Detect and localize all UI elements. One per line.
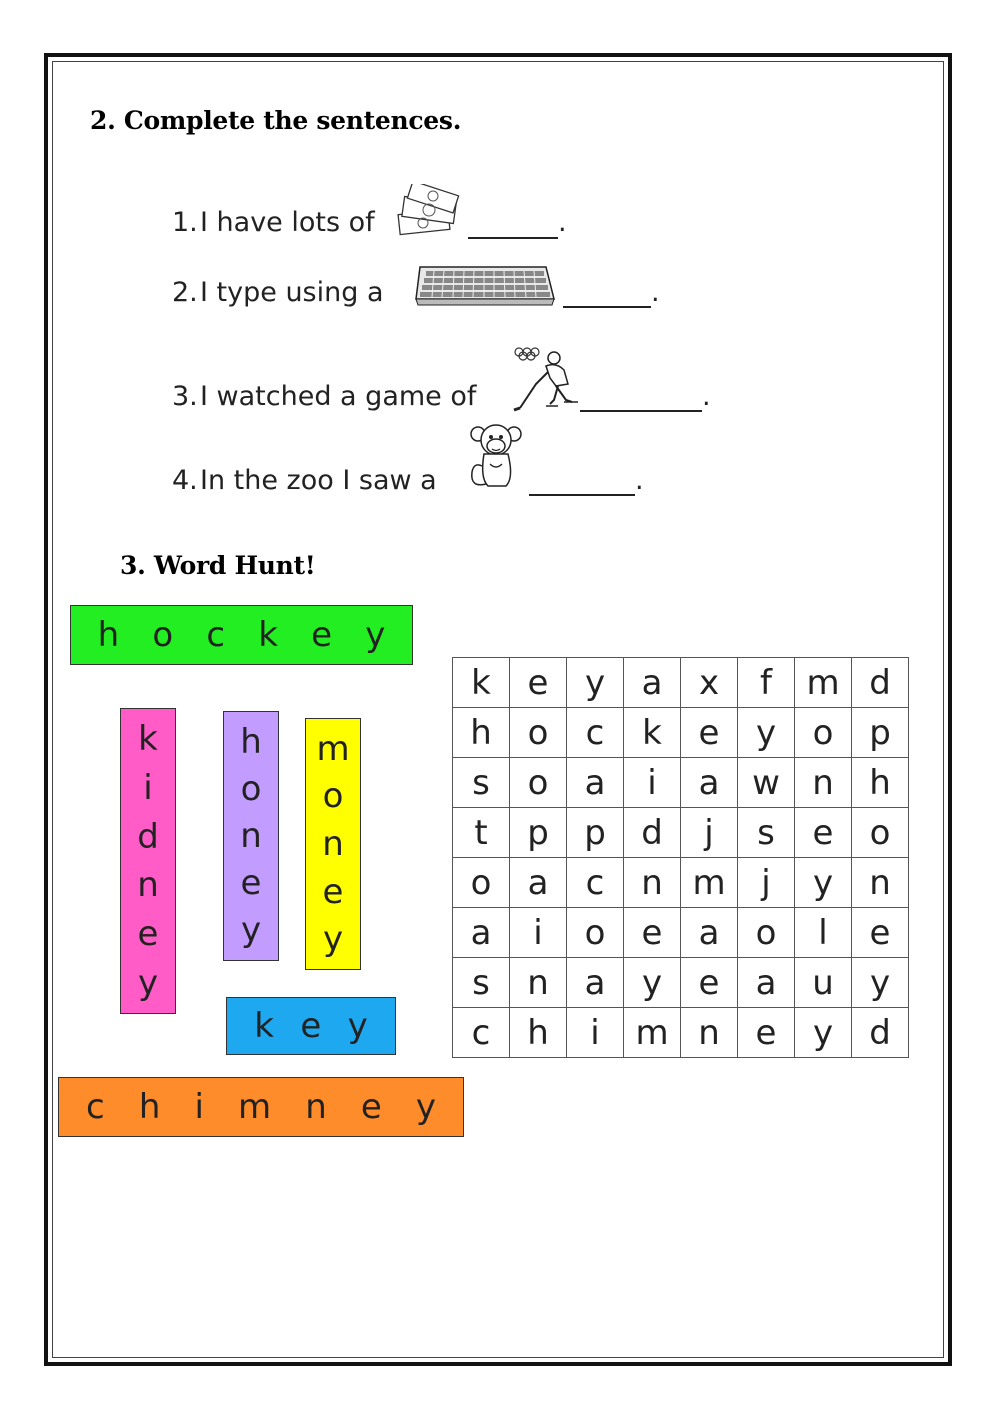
grid-cell[interactable]: y bbox=[738, 708, 795, 758]
grid-cell[interactable]: u bbox=[795, 958, 852, 1008]
grid-cell[interactable]: j bbox=[681, 808, 738, 858]
grid-cell[interactable]: a bbox=[567, 958, 624, 1008]
grid-cell[interactable]: n bbox=[681, 1008, 738, 1058]
grid-cell[interactable]: a bbox=[624, 658, 681, 708]
grid-row bbox=[453, 708, 909, 758]
grid-cell[interactable]: t bbox=[453, 808, 510, 858]
sentence-number: 2. bbox=[172, 277, 198, 308]
money-icon bbox=[393, 184, 467, 238]
sentence-number: 1. bbox=[172, 207, 198, 238]
letter: o bbox=[240, 768, 262, 809]
sentence-number: 4. bbox=[172, 465, 198, 496]
grid-cell[interactable]: d bbox=[852, 658, 909, 708]
grid-cell[interactable]: m bbox=[681, 858, 738, 908]
grid-cell[interactable]: y bbox=[624, 958, 681, 1008]
grid-cell[interactable]: i bbox=[567, 1008, 624, 1058]
grid-cell[interactable]: n bbox=[795, 758, 852, 808]
sentence-text: I type using a bbox=[200, 277, 384, 308]
word-search-grid bbox=[452, 657, 909, 1058]
sentence-end: . bbox=[702, 381, 711, 412]
grid-cell[interactable]: x bbox=[681, 658, 738, 708]
letter: e bbox=[360, 1087, 382, 1127]
grid-row bbox=[453, 808, 909, 858]
grid-cell[interactable]: c bbox=[567, 858, 624, 908]
letter: h bbox=[138, 1087, 161, 1127]
word-search-grid-body bbox=[453, 658, 909, 1058]
letter: n bbox=[305, 1087, 327, 1127]
grid-row bbox=[453, 658, 909, 708]
grid-cell[interactable]: o bbox=[510, 708, 567, 758]
letter: k bbox=[254, 1006, 274, 1046]
grid-cell[interactable]: o bbox=[795, 708, 852, 758]
letter: k bbox=[138, 719, 158, 760]
letter: e bbox=[137, 913, 159, 954]
letter: m bbox=[316, 728, 350, 769]
grid-cell[interactable]: y bbox=[795, 1008, 852, 1058]
grid-cell[interactable]: s bbox=[453, 958, 510, 1008]
grid-cell[interactable]: o bbox=[852, 808, 909, 858]
hockey-player-icon bbox=[510, 344, 582, 412]
grid-cell[interactable]: y bbox=[852, 958, 909, 1008]
grid-cell[interactable]: a bbox=[453, 908, 510, 958]
grid-cell[interactable]: e bbox=[510, 658, 567, 708]
letter: y bbox=[347, 1006, 368, 1046]
grid-cell[interactable]: p bbox=[567, 808, 624, 858]
answer-blank-3[interactable] bbox=[580, 410, 702, 412]
letter: m bbox=[237, 1087, 272, 1127]
grid-cell[interactable]: a bbox=[567, 758, 624, 808]
sentence-2 bbox=[172, 277, 384, 308]
grid-cell[interactable]: d bbox=[852, 1008, 909, 1058]
grid-cell[interactable]: f bbox=[738, 658, 795, 708]
word-card-money[interactable] bbox=[305, 718, 361, 970]
answer-blank-4[interactable] bbox=[529, 494, 635, 496]
section-2-heading: 2. Complete the sentences. bbox=[90, 106, 462, 135]
letter: d bbox=[137, 816, 159, 857]
answer-blank-1[interactable] bbox=[468, 237, 558, 239]
grid-cell[interactable]: m bbox=[624, 1008, 681, 1058]
word-card-chimney[interactable] bbox=[58, 1077, 464, 1137]
letter: n bbox=[137, 865, 159, 906]
letter: e bbox=[322, 871, 344, 912]
letter: o bbox=[152, 615, 174, 655]
grid-row bbox=[453, 858, 909, 908]
word-card-key[interactable] bbox=[226, 997, 396, 1055]
sentence-text: I have lots of bbox=[200, 207, 375, 238]
grid-cell[interactable]: p bbox=[510, 808, 567, 858]
letter: h bbox=[97, 615, 120, 655]
grid-cell[interactable]: e bbox=[681, 958, 738, 1008]
grid-cell[interactable]: e bbox=[795, 808, 852, 858]
grid-cell[interactable]: n bbox=[852, 858, 909, 908]
grid-row bbox=[453, 1008, 909, 1058]
grid-cell[interactable]: h bbox=[453, 708, 510, 758]
letter: h bbox=[240, 721, 262, 762]
letter: n bbox=[322, 823, 344, 864]
sentence-3 bbox=[172, 381, 476, 412]
word-card-hockey[interactable] bbox=[70, 605, 413, 665]
grid-cell[interactable]: i bbox=[624, 758, 681, 808]
grid-cell[interactable]: e bbox=[852, 908, 909, 958]
grid-cell[interactable]: h bbox=[852, 758, 909, 808]
grid-cell[interactable]: d bbox=[624, 808, 681, 858]
grid-cell[interactable]: n bbox=[624, 858, 681, 908]
grid-row bbox=[453, 758, 909, 808]
grid-cell[interactable]: o bbox=[567, 908, 624, 958]
letter: c bbox=[86, 1087, 105, 1127]
sentence-end: . bbox=[635, 465, 644, 496]
grid-cell[interactable]: i bbox=[510, 908, 567, 958]
letter: y bbox=[240, 910, 262, 951]
grid-cell[interactable]: a bbox=[510, 858, 567, 908]
grid-cell[interactable]: e bbox=[681, 708, 738, 758]
grid-cell[interactable]: s bbox=[453, 758, 510, 808]
letter: e bbox=[240, 863, 262, 904]
grid-cell[interactable]: s bbox=[738, 808, 795, 858]
sentence-number: 3. bbox=[172, 381, 198, 412]
letter: o bbox=[322, 776, 344, 817]
letter: c bbox=[206, 615, 226, 655]
grid-cell[interactable]: c bbox=[567, 708, 624, 758]
letter: e bbox=[300, 1006, 322, 1046]
letter: i bbox=[143, 767, 153, 808]
grid-cell[interactable]: y bbox=[567, 658, 624, 708]
letter: n bbox=[240, 815, 262, 856]
section-3-heading: 3. Word Hunt! bbox=[120, 551, 316, 580]
letter: i bbox=[194, 1087, 204, 1127]
grid-cell[interactable]: e bbox=[624, 908, 681, 958]
sentence-text: I watched a game of bbox=[200, 381, 477, 412]
sentence-end: . bbox=[651, 277, 660, 308]
grid-cell[interactable]: j bbox=[738, 858, 795, 908]
grid-cell[interactable]: k bbox=[453, 658, 510, 708]
grid-cell[interactable]: m bbox=[795, 658, 852, 708]
grid-cell[interactable]: k bbox=[624, 708, 681, 758]
sentence-end: . bbox=[558, 207, 567, 238]
grid-cell[interactable]: o bbox=[510, 758, 567, 808]
grid-cell[interactable]: n bbox=[510, 958, 567, 1008]
word-card-kidney[interactable] bbox=[120, 708, 176, 1014]
answer-blank-2[interactable] bbox=[563, 306, 651, 308]
sentence-text: In the zoo I saw a bbox=[200, 465, 437, 496]
letter: k bbox=[258, 615, 278, 655]
monkey-icon bbox=[466, 420, 526, 496]
letter: y bbox=[415, 1087, 436, 1127]
letter: y bbox=[322, 919, 344, 960]
grid-cell[interactable]: a bbox=[681, 908, 738, 958]
grid-cell[interactable]: o bbox=[453, 858, 510, 908]
sentence-1 bbox=[172, 207, 375, 238]
grid-cell[interactable]: w bbox=[738, 758, 795, 808]
grid-cell[interactable]: l bbox=[795, 908, 852, 958]
letter: e bbox=[311, 615, 333, 655]
grid-cell[interactable]: e bbox=[738, 1008, 795, 1058]
grid-row bbox=[453, 958, 909, 1008]
sentence-4 bbox=[172, 465, 437, 496]
grid-cell[interactable]: p bbox=[852, 708, 909, 758]
grid-cell[interactable]: h bbox=[510, 1008, 567, 1058]
keyboard-icon bbox=[414, 261, 556, 307]
grid-cell[interactable]: y bbox=[795, 858, 852, 908]
grid-cell[interactable]: a bbox=[738, 958, 795, 1008]
grid-cell[interactable]: a bbox=[681, 758, 738, 808]
word-card-honey[interactable] bbox=[223, 711, 279, 961]
grid-cell[interactable]: o bbox=[738, 908, 795, 958]
grid-row bbox=[453, 908, 909, 958]
grid-cell[interactable]: c bbox=[453, 1008, 510, 1058]
letter: y bbox=[137, 962, 159, 1003]
letter: y bbox=[365, 615, 386, 655]
